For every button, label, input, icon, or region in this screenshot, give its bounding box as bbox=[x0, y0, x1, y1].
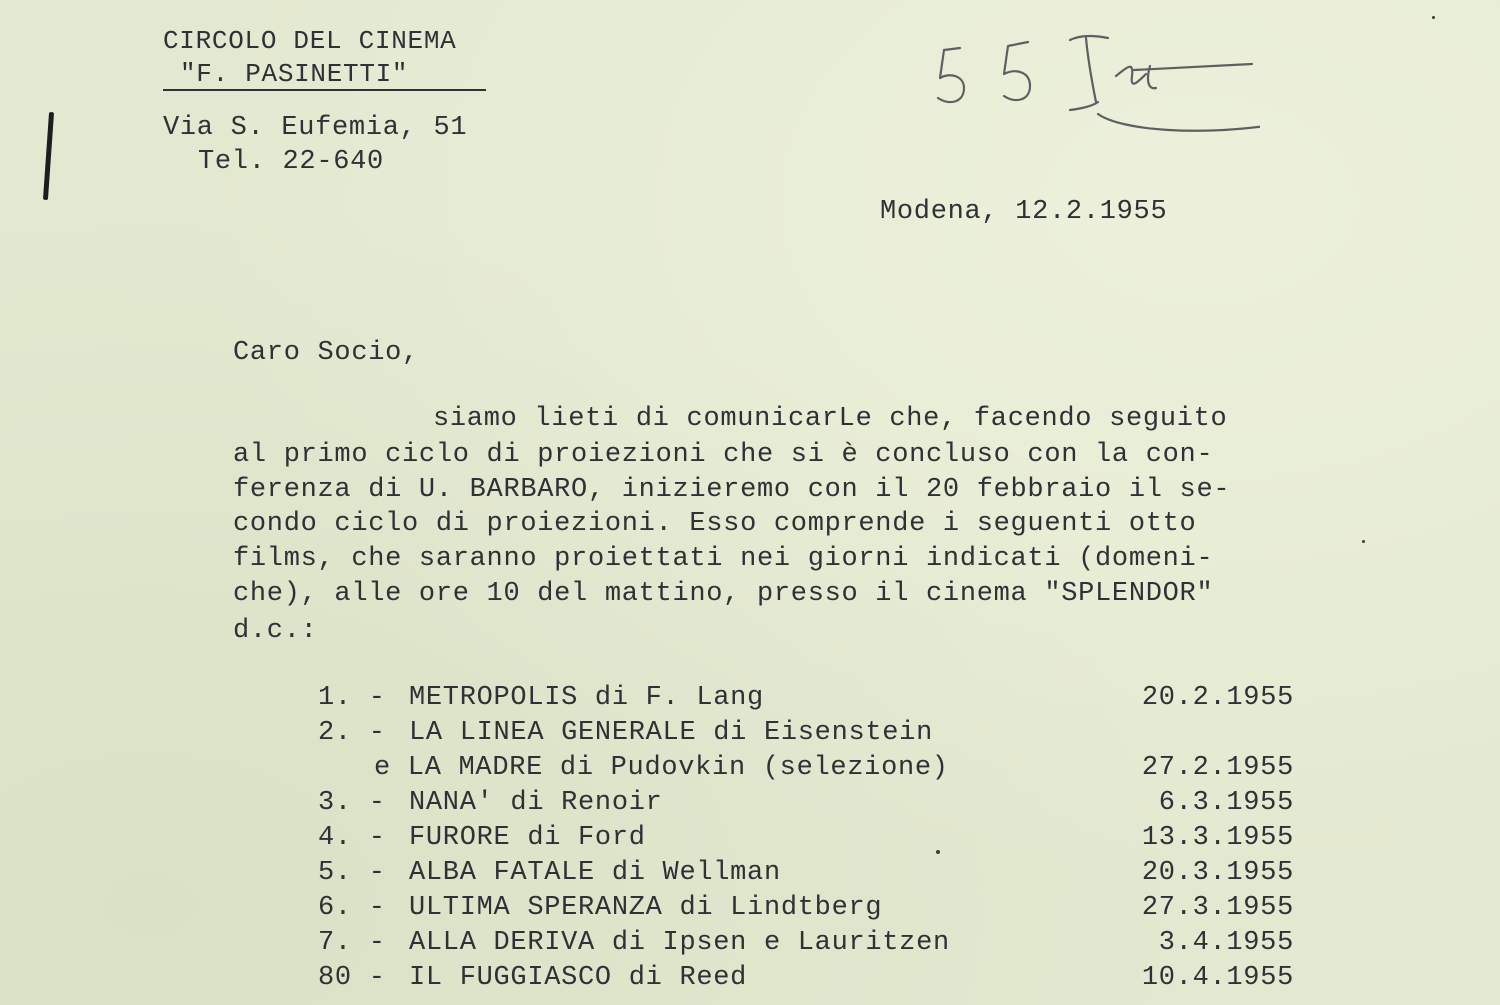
film-number: 80 - bbox=[318, 963, 386, 993]
org-name-line1: CIRCOLO DEL CINEMA bbox=[163, 26, 457, 56]
letterhead-underline bbox=[163, 89, 486, 91]
org-address: Via S. Eufemia, 51 bbox=[163, 113, 468, 143]
film-title: IL FUGGIASCO di Reed bbox=[409, 963, 748, 993]
body-line: condo ciclo di proiezioni. Esso comprende i seguenti otto bbox=[233, 509, 1197, 539]
margin-pen-mark bbox=[43, 112, 54, 200]
film-title: e LA MADRE di Pudovkin (selezione) bbox=[374, 753, 949, 783]
film-number: 5. - bbox=[318, 858, 386, 888]
film-title: METROPOLIS di F. Lang bbox=[409, 683, 764, 713]
film-date: 3.4.1955 bbox=[1158, 928, 1294, 958]
film-title: ULTIMA SPERANZA di Lindtberg bbox=[409, 893, 883, 923]
handwritten-annotation bbox=[920, 20, 1260, 140]
film-number: 2. - bbox=[318, 718, 386, 748]
paper-speck bbox=[936, 850, 940, 854]
body-line: che), alle ore 10 del mattino, presso il cinema "SPLENDOR" bbox=[233, 579, 1214, 609]
body-line: al primo ciclo di proiezioni che si è concluso con la con- bbox=[233, 440, 1214, 470]
film-date: 27.2.1955 bbox=[1141, 753, 1294, 783]
paper-speck bbox=[1432, 16, 1435, 19]
salutation: Caro Socio, bbox=[233, 338, 419, 368]
film-date: 20.3.1955 bbox=[1141, 858, 1294, 888]
body-line: ferenza di U. BARBARO, inizieremo con il 20 febbraio il se- bbox=[233, 475, 1231, 505]
film-title: FURORE di Ford bbox=[409, 823, 646, 853]
film-number: 1. - bbox=[318, 683, 386, 713]
body-line: siamo lieti di comunicarLe che, facendo seguito bbox=[433, 404, 1228, 434]
org-phone: Tel. 22-640 bbox=[198, 147, 384, 177]
film-number: 4. - bbox=[318, 823, 386, 853]
dateline: Modena, 12.2.1955 bbox=[880, 197, 1168, 227]
film-number: 6. - bbox=[318, 893, 386, 923]
film-title: NANA' di Renoir bbox=[409, 788, 663, 818]
film-date: 10.4.1955 bbox=[1141, 963, 1294, 993]
film-title: LA LINEA GENERALE di Eisenstein bbox=[409, 718, 933, 748]
body-line: d.c.: bbox=[233, 616, 318, 646]
film-date: 13.3.1955 bbox=[1141, 823, 1294, 853]
film-date: 20.2.1955 bbox=[1141, 683, 1294, 713]
film-date: 27.3.1955 bbox=[1141, 893, 1294, 923]
film-date: 6.3.1955 bbox=[1158, 788, 1294, 818]
film-title: ALLA DERIVA di Ipsen e Lauritzen bbox=[409, 928, 950, 958]
org-name-line2: "F. PASINETTI" bbox=[180, 59, 409, 89]
film-number: 3. - bbox=[318, 788, 386, 818]
film-title: ALBA FATALE di Wellman bbox=[409, 858, 781, 888]
paper-speck bbox=[1362, 540, 1365, 543]
body-line: films, che saranno proiettati nei giorni indicati (domeni- bbox=[233, 544, 1214, 574]
film-number: 7. - bbox=[318, 928, 386, 958]
